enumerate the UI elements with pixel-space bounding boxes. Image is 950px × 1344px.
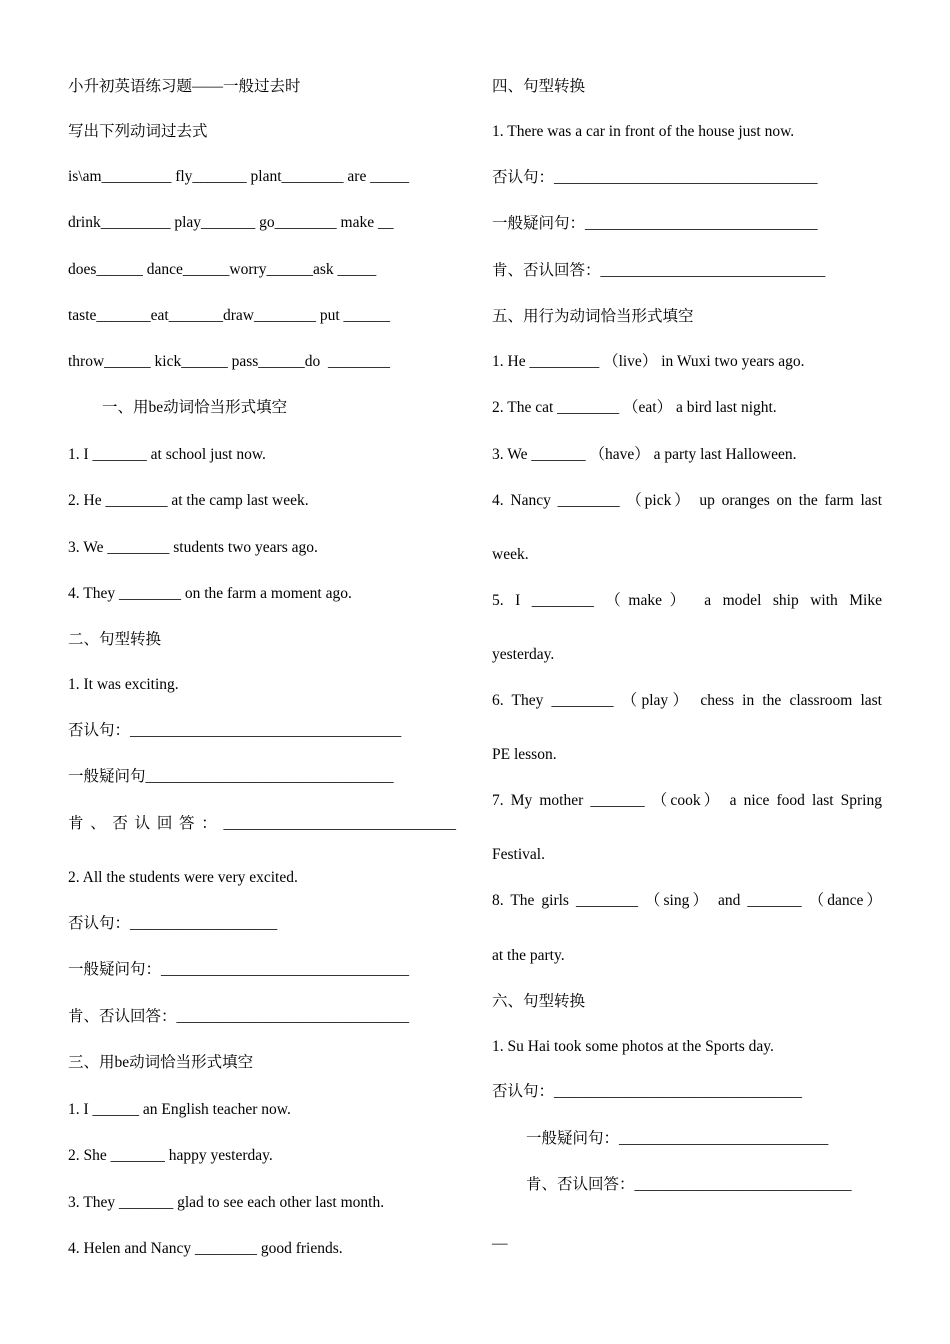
verb-row: does______ dance______worry______ask _____ [68, 261, 377, 278]
section5-item: 3. We _______ （have） a party last Halloween. [492, 446, 797, 463]
section3-item: 4. Helen and Nancy ________ good friends. [68, 1240, 343, 1257]
verb-row: taste_______eat_______draw________ put ______ [68, 307, 391, 324]
worksheet-title: 小升初英语练习题——一般过去时 [68, 78, 301, 95]
section3-heading: 三、用be动词恰当形式填空 [68, 1054, 254, 1071]
answers-blank: 肯、否认回答：______________________________ [68, 1008, 410, 1025]
section3-item: 3. They _______ glad to see each other last month. [68, 1194, 385, 1211]
general-question-blank: 一般疑问句________________________________ [68, 768, 394, 785]
section5-item-continued: week. [492, 546, 529, 563]
section5-item-continued: at the party. [492, 947, 565, 964]
section2-question: 1. It was exciting. [68, 676, 179, 693]
general-question-blank: 一般疑问句：________________________________ [68, 961, 410, 978]
section5-heading: 五、用行为动词恰当形式填空 [492, 308, 694, 325]
negative-sentence-blank: 否认句：___________________________________ [68, 722, 402, 739]
section4-question: 1. There was a car in front of the house just now. [492, 123, 795, 140]
verb-row: throw______ kick______ pass______do ________ [68, 353, 391, 370]
section5-item-continued: PE lesson. [492, 746, 557, 763]
section5-item: 4. Nancy ________ （pick） up oranges on the farm last [492, 492, 882, 509]
section5-item-continued: yesterday. [492, 646, 555, 663]
section4-heading: 四、句型转换 [492, 78, 586, 95]
answers-blank-continued: — [492, 1235, 508, 1252]
section5-item: 6. They ________ （play） chess in the classroom last [492, 692, 882, 709]
section1-item: 4. They ________ on the farm a moment ago. [68, 585, 352, 602]
answers-blank: 肯、否认回答：_____________________________ [492, 262, 826, 279]
section1-item: 1. I _______ at school just now. [68, 446, 266, 463]
answers-blank: 肯、否认回答：______________________________ [68, 815, 456, 832]
verb-row: drink_________ play_______ go________ make __ [68, 214, 394, 231]
answers-blank: 肯、否认回答：____________________________ [526, 1176, 852, 1193]
section5-item-continued: Festival. [492, 846, 545, 863]
general-question-blank: 一般疑问句：______________________________ [492, 215, 818, 232]
section5-item: 8. The girls ________ （sing） and _______ （dance） [492, 892, 882, 909]
section2-heading: 二、句型转换 [68, 631, 162, 648]
section6-heading: 六、句型转换 [492, 993, 586, 1010]
verbs-heading: 写出下列动词过去式 [68, 123, 208, 140]
section5-item: 2. The cat ________ （eat） a bird last night. [492, 399, 777, 416]
section3-item: 2. She _______ happy yesterday. [68, 1147, 273, 1164]
negative-sentence-blank: 否认句：__________________________________ [492, 169, 818, 186]
verb-row: is\am_________ fly_______ plant________ are _____ [68, 168, 409, 185]
negative-sentence-blank: 否认句：________________________________ [492, 1083, 803, 1100]
section3-item: 1. I ______ an English teacher now. [68, 1101, 291, 1118]
section1-item: 2. He ________ at the camp last week. [68, 492, 309, 509]
section1-item: 3. We ________ students two years ago. [68, 539, 318, 556]
section5-item: 7. My mother _______ （cook） a nice food last Spring [492, 792, 882, 809]
negative-sentence-blank: 否认句：___________________ [68, 915, 278, 932]
section6-question: 1. Su Hai took some photos at the Sports day. [492, 1038, 774, 1055]
section5-item: 5. I ________ （make） a model ship with Mike [492, 592, 882, 609]
section5-item: 1. He _________ （live） in Wuxi two years ago. [492, 353, 805, 370]
section2-question: 2. All the students were very excited. [68, 869, 298, 886]
general-question-blank: 一般疑问句：___________________________ [526, 1130, 829, 1147]
section1-heading: 一、用be动词恰当形式填空 [102, 399, 288, 416]
